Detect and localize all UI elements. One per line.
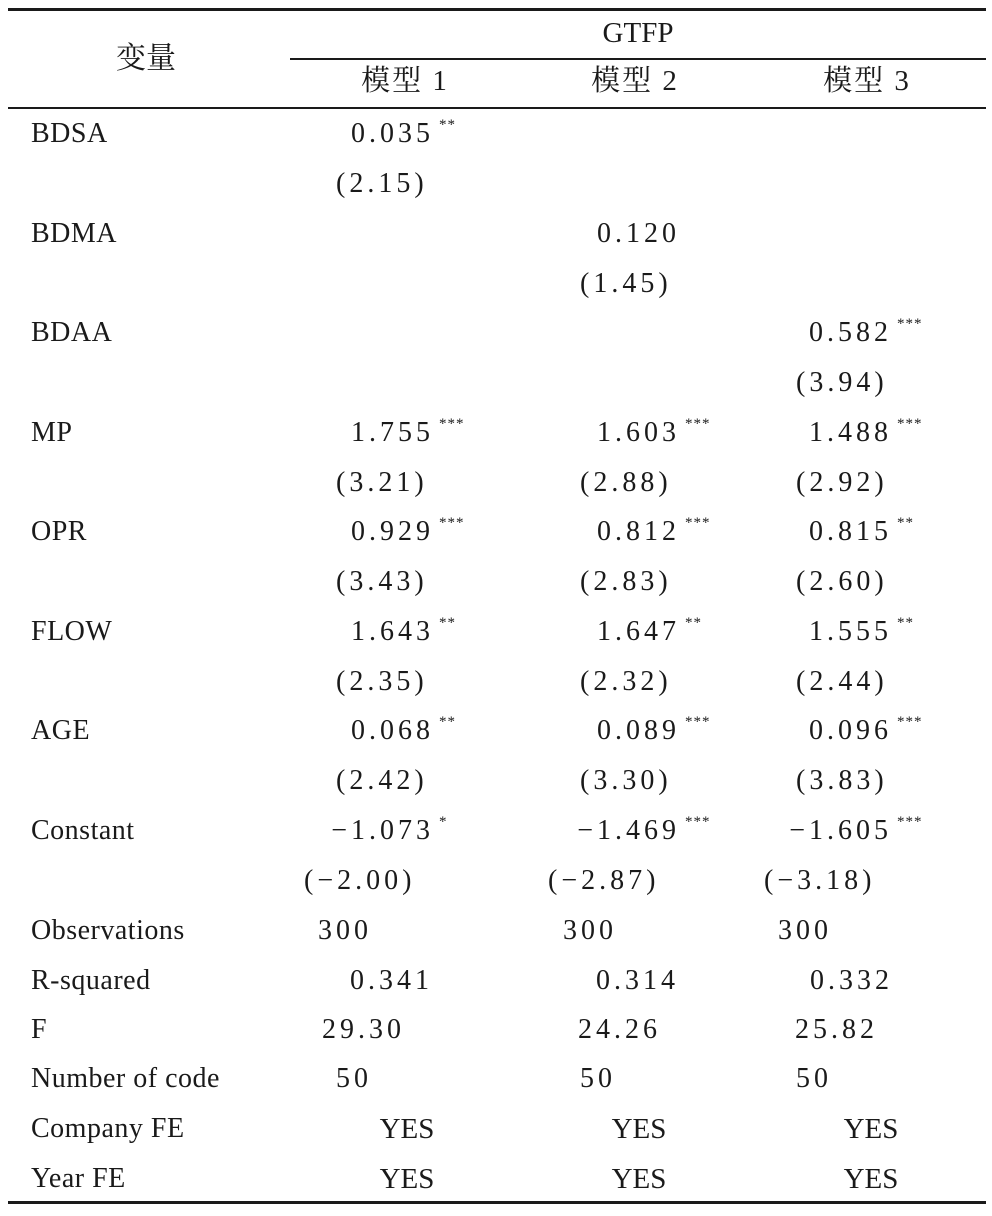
coefficient-cell xyxy=(351,518,434,546)
t-stat-cell: (3.83) xyxy=(796,765,888,796)
coefficient-value: 0.582 xyxy=(809,317,892,348)
stat-value: 50 xyxy=(580,1063,616,1094)
t-stat-cell: (1.45) xyxy=(580,267,672,299)
coefficient-value: 1.643 xyxy=(351,615,434,647)
table-top-rule xyxy=(8,8,986,11)
stat-value: 29.30 xyxy=(322,1014,405,1045)
t-stat-cell: (−3.18) xyxy=(764,864,876,896)
significance-stars: ** xyxy=(439,117,456,133)
fixed-effect-label: Company FE xyxy=(31,1113,185,1144)
coefficient-cell xyxy=(351,717,434,745)
fixed-effect-value: YES xyxy=(843,1163,899,1195)
coefficient-cell xyxy=(597,518,680,546)
fixed-effect-value: YES xyxy=(611,1163,667,1195)
coefficient-cell xyxy=(597,416,680,448)
coefficient-cell xyxy=(331,814,434,846)
row-label: OPR xyxy=(31,516,87,547)
coefficient-cell xyxy=(351,615,434,647)
significance-stars: *** xyxy=(897,813,923,830)
significance-stars: ** xyxy=(897,515,914,531)
coefficient-cell xyxy=(809,518,892,546)
coefficient-cell xyxy=(597,217,680,249)
row-label: BDSA xyxy=(31,118,108,149)
stat-value: 0.341 xyxy=(350,965,433,996)
significance-stars: *** xyxy=(897,316,923,332)
t-stat-cell: (2.60) xyxy=(796,566,888,597)
coefficient-value: 0.815 xyxy=(809,516,892,547)
coefficient-value: 0.035 xyxy=(351,118,434,149)
coefficient-cell xyxy=(809,717,892,745)
row-label: MP xyxy=(31,416,73,448)
stat-value: 0.332 xyxy=(810,965,893,996)
significance-stars: *** xyxy=(685,813,711,830)
stat-label: Observations xyxy=(31,915,185,946)
row-label: FLOW xyxy=(31,615,113,647)
model-3-header: 模型 3 xyxy=(823,65,911,97)
t-stat-cell: (2.42) xyxy=(336,765,428,796)
coefficient-cell xyxy=(351,416,434,448)
significance-stars: ** xyxy=(439,614,456,631)
significance-stars: *** xyxy=(685,515,711,531)
fixed-effect-value: YES xyxy=(611,1113,667,1145)
t-stat-cell: (3.21) xyxy=(336,466,428,498)
t-stat-cell: (2.88) xyxy=(580,466,672,498)
fixed-effect-label: Year FE xyxy=(31,1163,126,1194)
fixed-effect-value: YES xyxy=(379,1113,435,1145)
fixed-effect-value: YES xyxy=(843,1113,899,1145)
stat-label: F xyxy=(31,1014,48,1045)
t-stat-cell: (2.44) xyxy=(796,665,888,697)
stat-value: 300 xyxy=(318,915,372,946)
coefficient-value: 0.089 xyxy=(597,715,680,746)
t-stat-cell: (2.92) xyxy=(796,466,888,498)
variable-header: 变量 xyxy=(116,42,176,75)
coefficient-value: 1.647 xyxy=(597,615,680,647)
coefficient-cell xyxy=(809,615,892,647)
row-label: AGE xyxy=(31,715,91,746)
stat-value: 300 xyxy=(563,915,617,946)
significance-stars: *** xyxy=(897,714,923,730)
row-label: BDAA xyxy=(31,317,113,348)
table-bottom-rule xyxy=(8,1201,986,1204)
t-stat-cell: (3.43) xyxy=(336,566,428,597)
coefficient-value: 0.812 xyxy=(597,516,680,547)
stat-value: 50 xyxy=(336,1063,372,1094)
significance-stars: *** xyxy=(685,714,711,730)
significance-stars: ** xyxy=(685,614,702,631)
coefficient-value: 0.096 xyxy=(809,715,892,746)
coefficient-value: 0.120 xyxy=(597,217,680,249)
coefficient-value: −1.605 xyxy=(789,814,892,846)
coefficient-cell xyxy=(809,319,892,347)
t-stat-cell: (−2.00) xyxy=(304,864,416,896)
t-stat-cell: (2.83) xyxy=(580,566,672,597)
significance-stars: *** xyxy=(897,415,923,432)
t-stat-cell: (3.94) xyxy=(796,367,888,398)
t-stat-cell: (−2.87) xyxy=(548,864,660,896)
t-stat-cell: (3.30) xyxy=(580,765,672,796)
significance-stars: ** xyxy=(439,714,456,730)
coefficient-cell xyxy=(351,120,434,148)
stat-value: 0.314 xyxy=(596,965,679,996)
fixed-effect-value: YES xyxy=(379,1163,435,1195)
coefficient-cell xyxy=(597,615,680,647)
coefficient-cell xyxy=(577,814,680,846)
significance-stars: ** xyxy=(897,614,914,631)
coefficient-cell xyxy=(597,717,680,745)
coefficient-value: 1.603 xyxy=(597,416,680,448)
coefficient-value: −1.073 xyxy=(331,814,434,846)
coefficient-cell xyxy=(789,814,892,846)
header-group-rule xyxy=(290,58,986,60)
header-bottom-rule xyxy=(8,107,986,109)
stat-value: 24.26 xyxy=(578,1014,661,1045)
stat-value: 300 xyxy=(778,915,832,946)
stat-label: R-squared xyxy=(31,965,151,996)
significance-stars: * xyxy=(439,813,448,830)
t-stat-cell: (2.35) xyxy=(336,665,428,697)
stat-value: 50 xyxy=(796,1063,832,1094)
significance-stars: *** xyxy=(685,415,711,432)
coefficient-value: 1.555 xyxy=(809,615,892,647)
row-label: BDMA xyxy=(31,217,118,249)
coefficient-cell xyxy=(809,416,892,448)
coefficient-value: 0.068 xyxy=(351,715,434,746)
model-2-header: 模型 2 xyxy=(591,65,679,97)
coefficient-value: 0.929 xyxy=(351,516,434,547)
row-label: Constant xyxy=(31,814,135,846)
t-stat-cell: (2.15) xyxy=(336,168,428,199)
gtfp-header: GTFP xyxy=(602,17,674,49)
significance-stars: *** xyxy=(439,415,465,432)
coefficient-value: 1.488 xyxy=(809,416,892,448)
coefficient-value: 1.755 xyxy=(351,416,434,448)
stat-value: 25.82 xyxy=(795,1014,878,1045)
coefficient-value: −1.469 xyxy=(577,814,680,846)
t-stat-cell: (2.32) xyxy=(580,665,672,697)
significance-stars: *** xyxy=(439,515,465,531)
stat-label: Number of code xyxy=(31,1063,220,1094)
model-1-header: 模型 1 xyxy=(361,65,449,97)
